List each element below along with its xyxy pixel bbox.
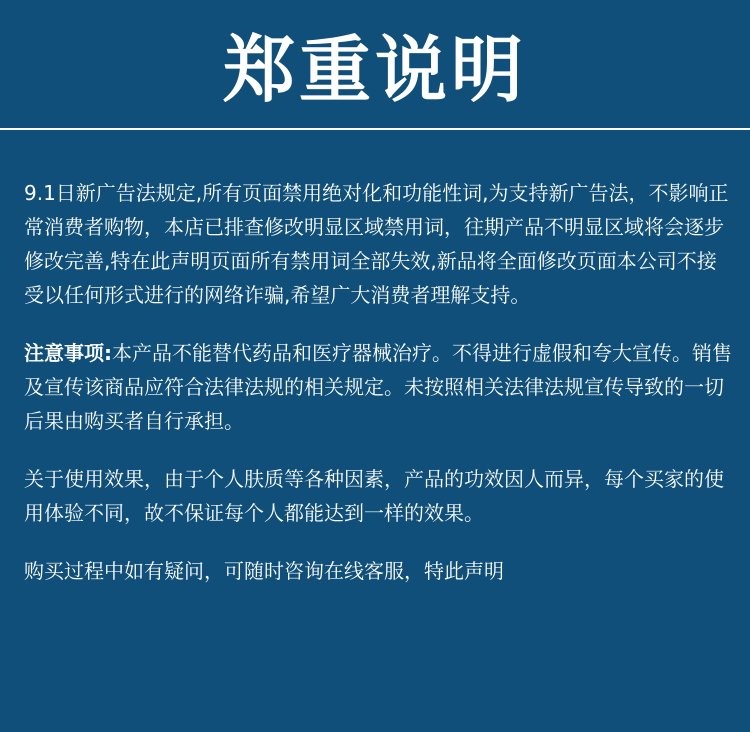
contact-paragraph: 购买过程中如有疑问，可随时咨询在线客服，特此声明 [24,559,504,583]
title-divider [0,128,750,130]
precautions-paragraph [24,336,732,438]
effect-paragraph: 关于使用效果，由于个人肤质等各种因素，产品的功效因人而异，每个买家的使用体验不同，故不保证每个人都能达到一样的效果。 [24,467,724,525]
ad-law-paragraph: 9.1日新广告法规定,所有页面禁用绝对化和功能性词,为支持新广告法，不影响正常消费者购物，本店已排查修改明显区域禁用词，往期产品不明显区域将会逐步修改完善,特在此声明页面所有禁用词全部失效,新品将全面修改页面本公司不接受以任何形式进行的网络诈骗,希望广大消费者理解支持。 [24,181,729,307]
precautions-text: 本产品不能替代药品和医疗器械治疗。不得进行虚假和夸大宣传。销售及宣传该商品应符合法律法规的相关规定。未按照相关法律法规宣传导致的一切后果由购买者自行承担。 [24,341,732,433]
precautions-label: 注意事项: [24,341,112,365]
page-title: 郑重说明 [222,28,527,112]
notice-body [24,176,732,612]
